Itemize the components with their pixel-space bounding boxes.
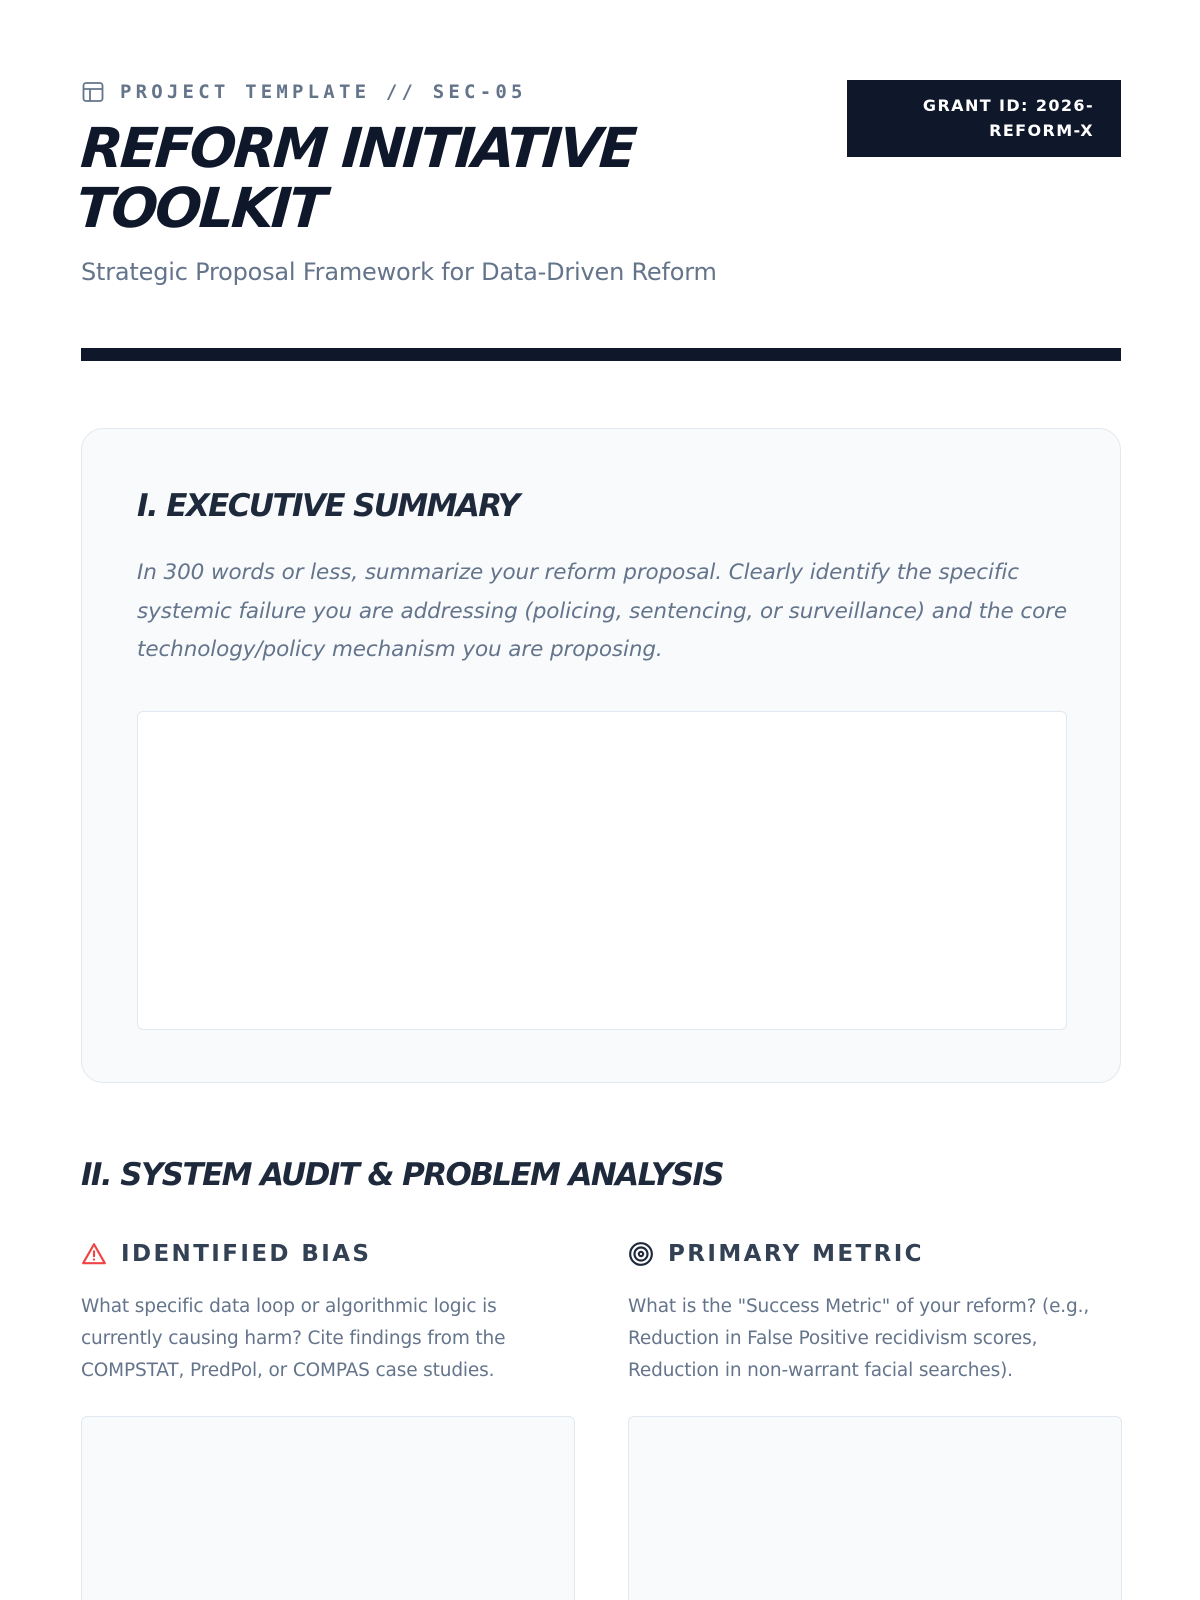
warning-triangle-icon [81,1241,107,1267]
title-line-2: TOOLKIT [74,176,327,240]
executive-summary-input[interactable] [137,711,1067,1030]
primary-metric-header [628,1238,1122,1270]
identified-bias-column [81,1238,575,1387]
primary-metric-label: PRIMARY METRIC [668,1241,924,1267]
primary-metric-input[interactable] [628,1416,1122,1600]
eyebrow-label: PROJECT TEMPLATE // SEC-05 [120,81,527,103]
grant-id-badge [847,80,1121,157]
executive-summary-card [81,428,1121,1083]
identified-bias-input[interactable] [81,1416,575,1600]
identified-bias-description: What specific data loop or algorithmic logic is currently causing harm? Cite findings from the COMPSTAT, PredPol, or COMPAS case studies. [81,1296,506,1381]
proposal-page [74,0,1121,1600]
layout-icon [81,80,105,104]
identified-bias-header [81,1238,575,1270]
target-icon [628,1241,654,1267]
executive-summary-description: In 300 words or less, summarize your reform proposal. Clearly identify the specific systemic failure you are addressing (policing, sentencing, or surveillance) and the core technology/policy mechanism you are proposing. [137,560,1068,662]
system-audit-heading-text: II. SYSTEM AUDIT & PROBLEM ANALYSIS [81,1157,724,1193]
system-audit-heading [81,1155,723,1195]
primary-metric-column [628,1238,1122,1387]
title-line-1: REFORM INITIATIVE [78,116,637,180]
executive-summary-heading [137,486,519,526]
primary-metric-description: What is the "Success Metric" of your reform? (e.g., Reduction in False Positive recidivism scores, Reduction in non-warrant facial searches). [628,1296,1090,1381]
executive-summary-heading-text: I. EXECUTIVE SUMMARY [137,488,519,524]
header-divider [81,348,1121,361]
eyebrow [81,80,527,104]
grant-id-line-2: REFORM-X [989,121,1094,140]
page-title [75,118,803,238]
page-subtitle: Strategic Proposal Framework for Data-Driven Reform [81,258,717,286]
grant-id-line-1: GRANT ID: 2026- [922,96,1094,115]
identified-bias-label: IDENTIFIED BIAS [121,1241,372,1267]
